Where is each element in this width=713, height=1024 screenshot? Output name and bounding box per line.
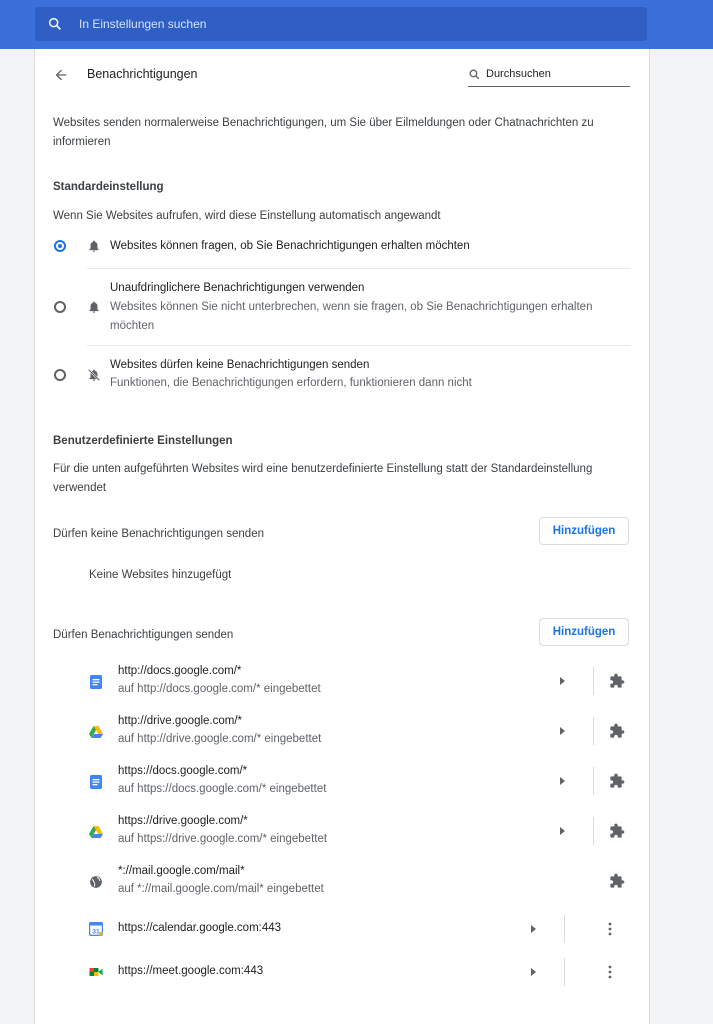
option-title: Websites dürfen keine Benachrichtigungen senden	[110, 359, 370, 371]
site-embedded-text: auf http://docs.google.com/* eingebettet	[118, 683, 321, 695]
site-url: https://calendar.google.com:443	[118, 922, 282, 934]
separator	[564, 958, 565, 986]
add-blocked-site-button[interactable]: Hinzufügen	[539, 517, 629, 545]
site-url: https://meet.google.com:443	[118, 965, 264, 977]
more-vert-icon[interactable]	[608, 965, 612, 979]
option-subtitle: Websites können Sie nicht unterbrechen, wenn sie fragen, ob Sie Benachrichtigungen erhalten möchten	[110, 301, 593, 332]
settings-card	[34, 49, 650, 1024]
radio-block-all[interactable]	[54, 369, 66, 381]
google-docs-icon	[89, 675, 103, 689]
divider	[87, 345, 631, 346]
arrow-right-icon[interactable]	[560, 827, 565, 835]
radio-quieter[interactable]	[54, 301, 66, 313]
site-embedded-text: auf http://drive.google.com/* eingebettet	[118, 733, 322, 745]
default-section-title: Standardeinstellung	[53, 181, 164, 193]
site-embedded-text: auf https://drive.google.com/* eingebettet	[118, 833, 328, 845]
custom-section-title: Benutzerdefinierte Einstellungen	[53, 435, 233, 447]
separator	[593, 817, 594, 845]
settings-search-box[interactable]	[35, 7, 647, 41]
custom-section-description: Für die unten aufgeführten Websites wird eine benutzerdefinierte Einstellung statt der Standardeinstellung verwendet	[53, 463, 593, 494]
extension-icon[interactable]	[609, 773, 625, 789]
site-row[interactable]	[35, 757, 649, 807]
extension-icon[interactable]	[609, 873, 625, 889]
more-vert-icon[interactable]	[608, 922, 612, 936]
divider	[87, 268, 631, 269]
extension-icon[interactable]	[609, 723, 625, 739]
google-meet-icon	[89, 965, 103, 979]
google-docs-icon	[89, 775, 103, 789]
site-row[interactable]	[35, 807, 649, 857]
separator	[593, 667, 594, 695]
arrow-right-icon[interactable]	[560, 677, 565, 685]
site-url: https://docs.google.com/*	[118, 765, 248, 777]
separator	[593, 767, 594, 795]
block-list-label: Dürfen keine Benachrichtigungen senden	[53, 528, 264, 540]
page-title: Benachrichtigungen	[87, 67, 198, 81]
google-drive-icon	[89, 725, 103, 739]
search-icon	[47, 16, 63, 32]
bell-icon	[87, 239, 101, 253]
add-allowed-site-button[interactable]: Hinzufügen	[539, 618, 629, 646]
radio-ask-allowed[interactable]	[54, 240, 66, 252]
site-embedded-text: auf *://mail.google.com/mail* eingebettet	[118, 883, 324, 895]
site-row[interactable]	[35, 907, 649, 950]
globe-icon	[89, 875, 103, 889]
bell-off-icon	[87, 368, 101, 382]
extension-icon[interactable]	[609, 673, 625, 689]
site-row[interactable]	[35, 657, 649, 707]
separator	[593, 717, 594, 745]
site-url: http://docs.google.com/*	[118, 665, 242, 677]
google-drive-icon	[89, 825, 103, 839]
arrow-right-icon[interactable]	[560, 727, 565, 735]
site-embedded-text: auf https://docs.google.com/* eingebettet	[118, 783, 327, 795]
filter-input[interactable]	[468, 66, 630, 87]
google-calendar-icon	[89, 922, 103, 936]
option-title: Unaufdringlichere Benachrichtigungen verwenden	[110, 282, 365, 294]
default-section-description: Wenn Sie Websites aufrufen, wird diese Einstellung automatisch angewandt	[53, 210, 441, 222]
bell-icon	[87, 300, 101, 314]
arrow-right-icon[interactable]	[560, 777, 565, 785]
empty-list-text: Keine Websites hinzugefügt	[89, 569, 232, 581]
extension-icon[interactable]	[609, 823, 625, 839]
back-arrow-icon[interactable]	[53, 67, 69, 83]
site-url: http://drive.google.com/*	[118, 715, 243, 727]
search-icon	[468, 68, 481, 81]
search-placeholder: In Einstellungen suchen	[79, 17, 207, 31]
arrow-right-icon[interactable]	[531, 925, 536, 933]
allow-list-label: Dürfen Benachrichtigungen senden	[53, 629, 234, 641]
arrow-right-icon[interactable]	[531, 968, 536, 976]
intro-text: Websites senden normalerweise Benachrichtigungen, um Sie über Eilmeldungen oder Chatnachrichten zu informieren	[53, 117, 594, 148]
site-row[interactable]	[35, 857, 649, 907]
svg-text:31: 31	[92, 928, 100, 936]
top-bar	[0, 0, 713, 49]
site-url: *://mail.google.com/mail*	[118, 865, 245, 877]
site-url: https://drive.google.com/*	[118, 815, 248, 827]
site-row[interactable]	[35, 707, 649, 757]
option-title: Websites können fragen, ob Sie Benachrichtigungen erhalten möchten	[110, 240, 470, 252]
separator	[564, 915, 565, 943]
option-subtitle: Funktionen, die Benachrichtigungen erfordern, funktionieren dann nicht	[110, 377, 472, 389]
site-row[interactable]	[35, 950, 649, 993]
filter-placeholder: Durchsuchen	[486, 68, 551, 80]
